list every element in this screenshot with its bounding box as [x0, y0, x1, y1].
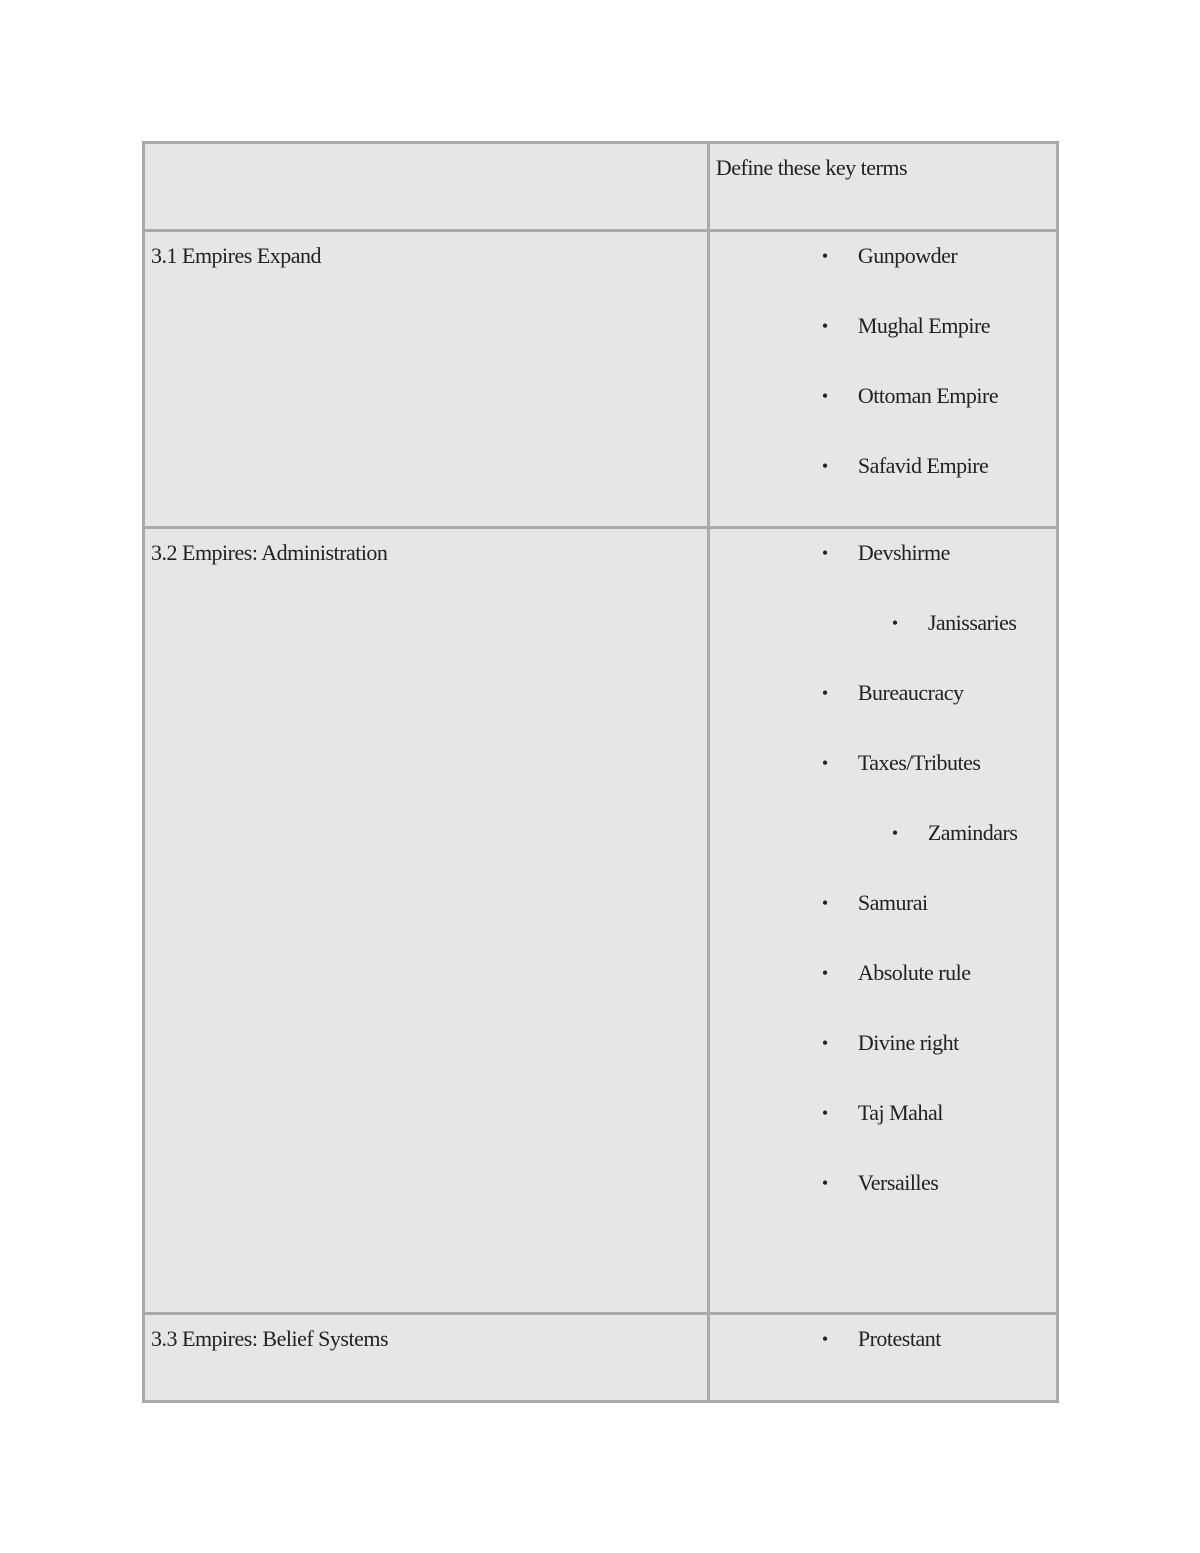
term-text: Versailles	[857, 1170, 939, 1195]
list-item	[710, 313, 1056, 383]
term-text: Taxes/Tributes	[857, 750, 981, 775]
bullet-icon: •	[891, 823, 898, 843]
topic-cell	[144, 231, 709, 528]
term-text: Mughal Empire	[857, 313, 991, 338]
table-row	[144, 528, 1058, 1314]
list-item	[710, 820, 1056, 890]
bullet-icon: •	[821, 316, 828, 336]
list-item	[710, 960, 1056, 1030]
terms-cell	[708, 528, 1057, 1314]
bullet-icon: •	[821, 753, 828, 773]
term-text: Bureaucracy	[857, 680, 964, 705]
header-left-text	[145, 144, 707, 155]
term-text: Devshirme	[857, 540, 950, 565]
list-item	[710, 610, 1056, 680]
header-right-cell	[708, 143, 1057, 231]
list-item	[710, 383, 1056, 453]
key-terms-table	[142, 141, 1059, 1403]
list-item	[710, 890, 1056, 960]
bullet-icon: •	[821, 893, 828, 913]
bullet-icon: •	[821, 1033, 828, 1053]
terms-list	[710, 529, 1056, 1240]
bullet-icon: •	[891, 613, 898, 633]
bullet-icon: •	[821, 456, 828, 476]
topic-cell	[144, 1314, 709, 1402]
term-text: Gunpowder	[857, 243, 958, 268]
terms-list	[710, 232, 1056, 523]
table-header-row	[144, 143, 1058, 231]
list-item	[710, 1170, 1056, 1240]
term-text: Janissaries	[927, 610, 1017, 635]
terms-cell	[708, 1314, 1057, 1402]
bullet-icon: •	[821, 1173, 828, 1193]
list-item	[710, 540, 1056, 610]
list-item	[710, 750, 1056, 820]
bullet-icon: •	[821, 963, 828, 983]
term-text: Ottoman Empire	[857, 383, 999, 408]
term-text: Samurai	[857, 890, 928, 915]
terms-cell	[708, 231, 1057, 528]
bullet-icon: •	[821, 1329, 828, 1349]
topic-title: 3.1 Empires Expand	[151, 243, 322, 268]
list-item	[710, 243, 1056, 313]
list-item	[710, 680, 1056, 750]
term-text: Safavid Empire	[857, 453, 989, 478]
term-text: Zamindars	[927, 820, 1018, 845]
bullet-icon: •	[821, 1103, 828, 1123]
terms-list	[710, 1315, 1056, 1396]
bullet-icon: •	[821, 543, 828, 563]
topic-title: 3.2 Empires: Administration	[151, 540, 388, 565]
bullet-icon: •	[821, 246, 828, 266]
header-left-cell	[144, 143, 709, 231]
topic-cell	[144, 528, 709, 1314]
list-item	[710, 1326, 1056, 1396]
term-text: Taj Mahal	[857, 1100, 943, 1125]
term-text: Absolute rule	[857, 960, 971, 985]
term-text: Protestant	[857, 1326, 941, 1351]
bullet-icon: •	[821, 386, 828, 406]
term-text: Divine right	[857, 1030, 959, 1055]
header-right-text: Define these key terms	[715, 155, 908, 180]
list-item	[710, 1030, 1056, 1100]
list-item	[710, 1100, 1056, 1170]
table-row	[144, 231, 1058, 528]
bullet-icon: •	[821, 683, 828, 703]
topic-title: 3.3 Empires: Belief Systems	[151, 1326, 389, 1351]
table-row	[144, 1314, 1058, 1402]
list-item	[710, 453, 1056, 523]
